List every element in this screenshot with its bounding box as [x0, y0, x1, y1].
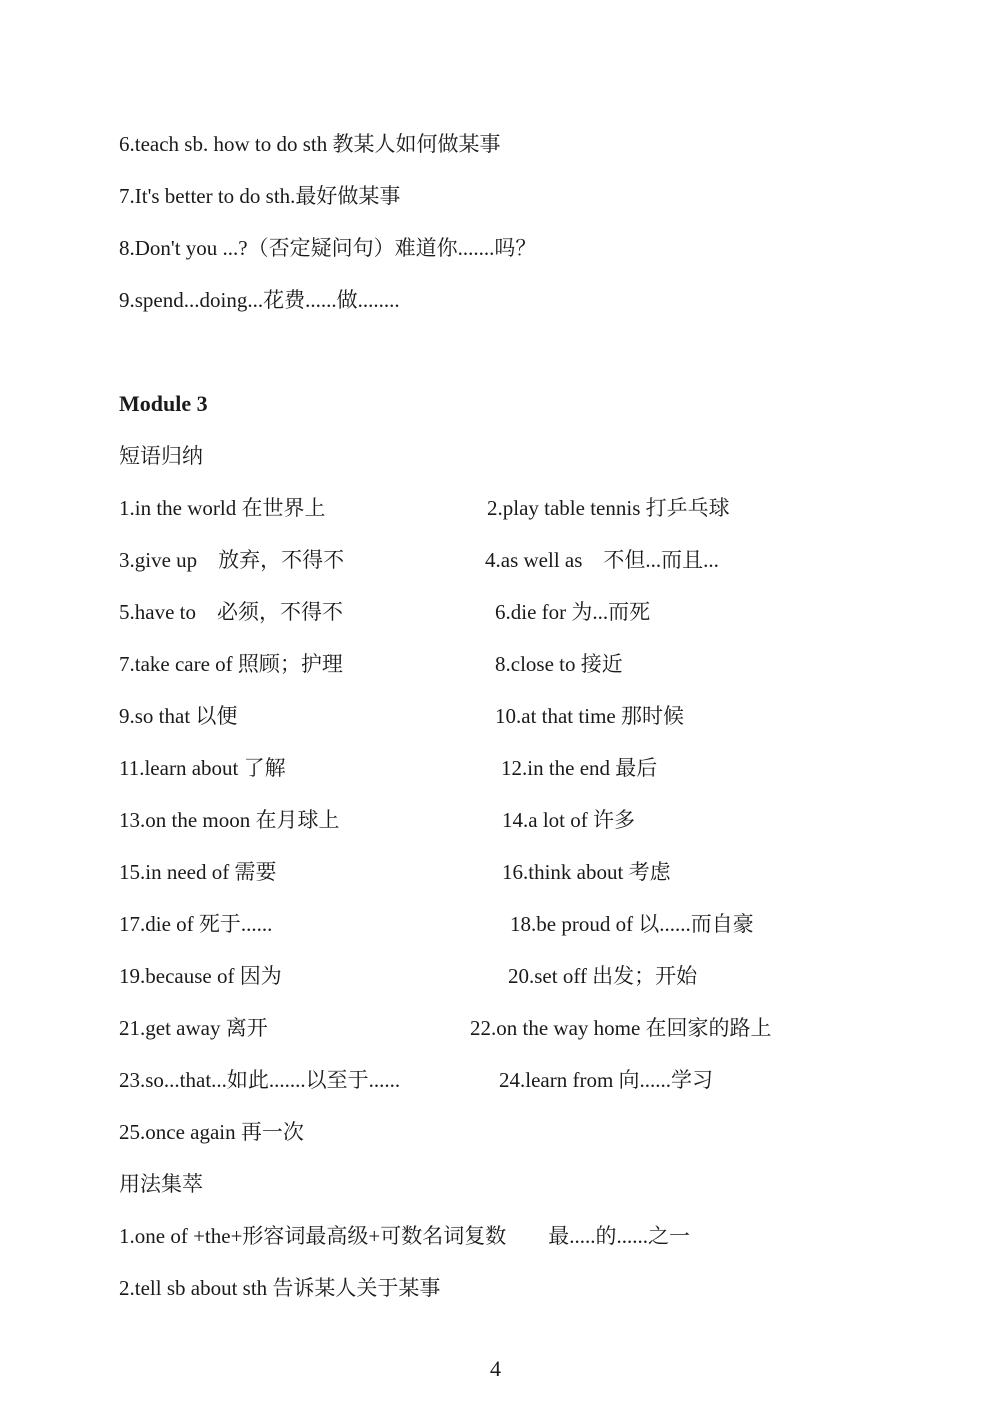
- usage-line: 1.one of +the+形容词最高级+可数名词复数 最.....的......之一: [119, 1224, 690, 1248]
- phrase-item: 11.learn about 了解: [119, 756, 286, 780]
- phrase-item: 7.take care of 照顾；护理: [119, 652, 343, 676]
- phrase-item: 22.on the way home 在回家的路上: [470, 1016, 772, 1040]
- module-title: Module 3: [119, 391, 208, 416]
- phrase-item: 2.play table tennis 打乒乓球: [487, 496, 730, 520]
- phrase-item: 16.think about 考虑: [502, 860, 671, 884]
- phrase-item: 20.set off 出发；开始: [508, 964, 698, 988]
- phrase-item: 23.so...that...如此.......以至于......: [119, 1068, 401, 1092]
- phrase-item: 9.so that 以便: [119, 704, 238, 728]
- usage-heading: 用法集萃: [119, 1172, 203, 1196]
- usage-line: 9.spend...doing...花费......做........: [119, 288, 400, 312]
- phrase-item: 24.learn from 向......学习: [499, 1068, 714, 1092]
- phrase-item: 19.because of 因为: [119, 964, 282, 988]
- usage-line: 6.teach sb. how to do sth 教某人如何做某事: [119, 132, 501, 156]
- phrases-heading: 短语归纳: [119, 444, 203, 468]
- phrase-item: 3.give up 放弃，不得不: [119, 548, 345, 572]
- phrase-item: 1.in the world 在世界上: [119, 496, 326, 520]
- phrase-item: 12.in the end 最后: [501, 756, 658, 780]
- usage-line: 8.Don't you ...?（否定疑问句）难道你.......吗？: [119, 236, 537, 260]
- phrase-item: 6.die for 为...而死: [495, 600, 651, 624]
- phrase-item: 14.a lot of 许多: [502, 808, 635, 832]
- phrase-item: 21.get away 离开: [119, 1016, 268, 1040]
- phrase-item: 17.die of 死于......: [119, 912, 273, 936]
- phrase-item: 4.as well as 不但...而且...: [485, 548, 719, 572]
- page-number: 4: [490, 1356, 501, 1381]
- phrase-item: 10.at that time 那时候: [495, 704, 684, 728]
- phrase-item: 25.once again 再一次: [119, 1120, 304, 1144]
- usage-line: 2.tell sb about sth 告诉某人关于某事: [119, 1276, 441, 1300]
- phrase-item: 5.have to 必须，不得不: [119, 600, 343, 624]
- phrase-item: 18.be proud of 以......而自豪: [510, 912, 754, 936]
- phrase-item: 15.in need of 需要: [119, 860, 277, 884]
- phrase-item: 8.close to 接近: [495, 652, 623, 676]
- usage-line: 7.It's better to do sth.最好做某事: [119, 184, 401, 208]
- phrase-item: 13.on the moon 在月球上: [119, 808, 340, 832]
